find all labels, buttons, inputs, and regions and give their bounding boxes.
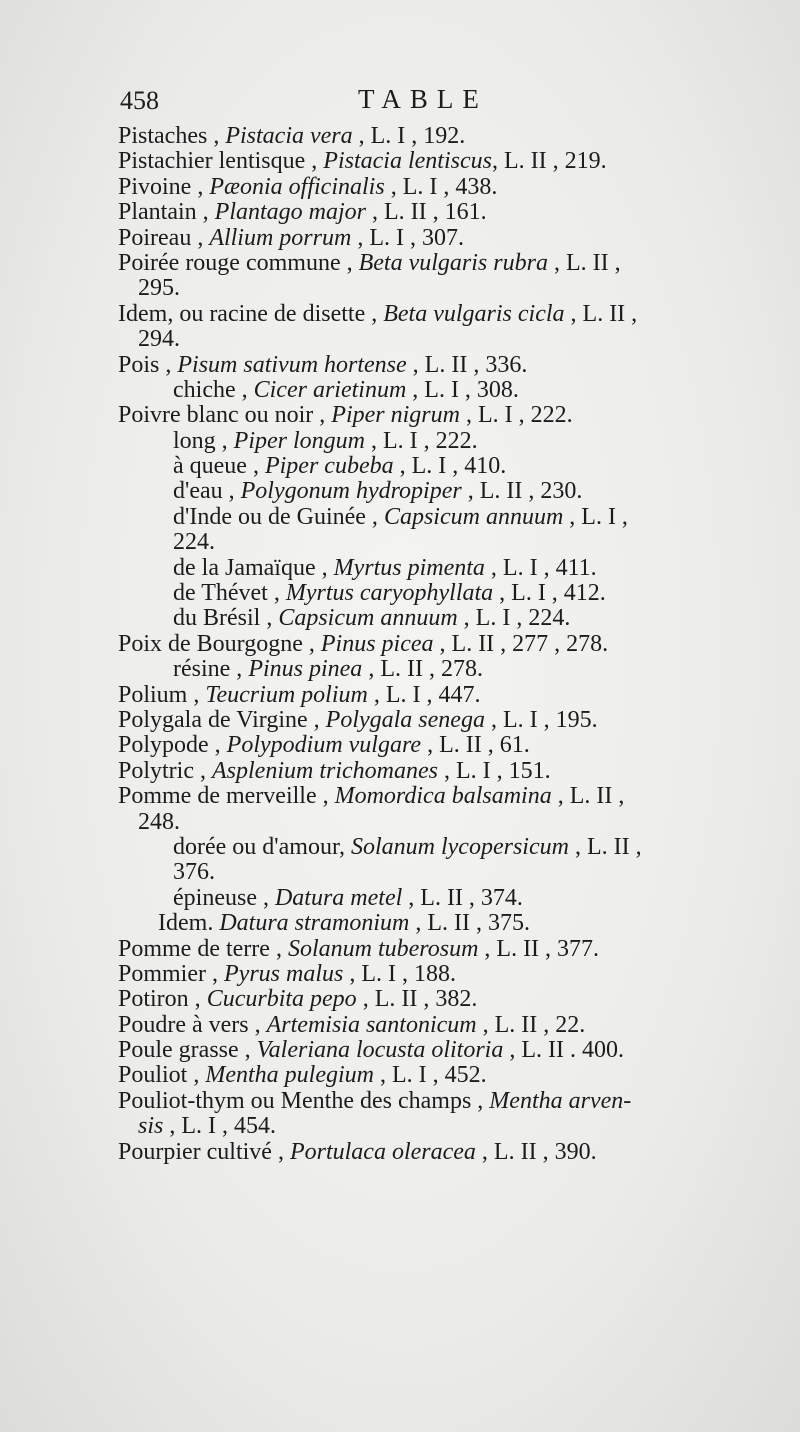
index-subentry: d'Inde ou de Guinée , Capsicum annuum , L. I , [173,503,628,530]
latin-name: Portulaca oleracea [289,1138,476,1165]
latin-name: Capsicum annuum [383,503,564,530]
latin-name: Pinus pinea [248,656,363,683]
latin-name: Mentha pulegium [205,1062,374,1089]
index-entry: Pistaches , Pistacia vera , L. I , 192. [118,123,466,149]
latin-name: Artemisia santonicum [266,1011,477,1038]
index-entry: Pomme de terre , Solanum tuberosum , L. II , 377. [118,935,600,962]
page-title: TABLE [358,84,488,114]
index-entry-continuation: 224. [173,529,215,556]
index-entry: Pouliot , Mentha pulegium , L. I , 452. [118,1062,487,1089]
index-entry: Polypode , Polypodium vulgare , L. II , 61. [118,732,530,759]
index-subentry: chiche , Cicer arietinum , L. I , 308. [173,376,519,403]
latin-name: Plantago major [214,199,366,226]
latin-name: Polygonum hydropiper [240,478,462,505]
index-entry: Poule grasse , Valeriana locusta olitoria , L. II . 400. [118,1037,624,1064]
latin-name: Pinus picea [320,630,434,657]
latin-name: Pisum sativum hortense [177,351,407,378]
index-entry: Plantain , Plantago major , L. II , 161. [118,199,487,226]
latin-name: Datura stramonium [219,910,410,937]
latin-name: Mentha arven- [489,1087,632,1114]
index-entry: Pivoine , Pæonia officinalis , L. I , 438. [118,173,498,200]
latin-name: Piper cubeba [264,453,394,480]
index-entry: Poirée rouge commune , Beta vulgaris rubra , L. II , [118,249,621,276]
index-entry: Pourpier cultivé , Portulaca oleracea , L. II , 390. [118,1138,597,1165]
latin-name: Valeriana locusta olitoria [256,1037,504,1064]
latin-name: Momordica balsamina [334,783,552,810]
latin-name: Polygala senega [325,706,485,733]
latin-name: sis [138,1113,164,1140]
index-entry-continuation: 295. [138,275,180,302]
latin-name: Solanum tuberosum [287,935,479,962]
index-subentry: long , Piper longum , L. I , 222. [173,427,478,454]
latin-name: Solanum lycopersicum [350,833,569,860]
latin-name: Teucrium polium [205,681,368,708]
index-subentry: de Thévet , Myrtus caryophyllata , L. I , 412. [173,580,606,607]
index-entry-continuation: sis , L. I , 454. [138,1113,277,1140]
latin-name: Cucurbita pepo [206,986,357,1013]
page-number: 458 [120,86,159,115]
index-entry: Polium , Teucrium polium , L. I , 447. [118,681,481,708]
latin-name: Datura metel [274,884,403,911]
index-subentry: de la Jamaïque , Myrtus pimenta , L. I , 411. [173,554,597,581]
latin-name: Beta vulgaris cicla [383,300,565,327]
index-entry: Poudre à vers , Artemisia santonicum , L. II , 22. [118,1011,586,1038]
latin-name: Allium porrum [209,224,352,251]
latin-name: Piper longum [233,427,365,454]
index-subentry: du Brésil , Capsicum annuum , L. I , 224. [173,605,571,632]
index-subentry: épineuse , Datura metel , L. II , 374. [173,884,523,911]
index-entry-continuation: 294. [138,326,180,353]
index-entry: Poix de Bourgogne , Pinus picea , L. II , 277 , 278. [118,630,609,657]
latin-name: Pistacia lentiscus [323,148,492,175]
latin-name: Pyrus malus [224,960,344,987]
index-subentry: d'eau , Polygonum hydropiper , L. II , 230. [173,478,583,505]
index-subentry: dorée ou d'amour, Solanum lycopersicum , L. II , [173,833,642,860]
page-header [120,84,680,120]
index-entry: Pommier , Pyrus malus , L. I , 188. [118,960,456,987]
latin-name: Asplenium trichomanes [212,757,438,784]
index-entries [118,124,718,1165]
index-subentry: résine , Pinus pinea , L. II , 278. [173,656,483,683]
index-subentry: Idem. Datura stramonium , L. II , 375. [158,910,530,937]
index-entry-continuation: 248. [138,808,180,835]
index-entry: Pomme de merveille , Momordica balsamina , L. II , [118,783,625,810]
index-entry: Poireau , Allium porrum , L. I , 307. [118,224,464,251]
index-entry: Pouliot-thym ou Menthe des champs , Mentha arven- [118,1087,632,1114]
latin-name: Pistacia vera [225,123,353,149]
index-entry: Poivre blanc ou noir , Piper nigrum , L. I , 222. [118,402,573,429]
index-entry-continuation: 376. [173,859,215,886]
index-subentry: à queue , Piper cubeba , L. I , 410. [173,453,507,480]
index-entry: Potiron , Cucurbita pepo , L. II , 382. [118,986,478,1013]
latin-name: Myrtus pimenta [333,554,485,581]
index-entry: Polytric , Asplenium trichomanes , L. I , 151. [118,757,551,784]
latin-name: Cicer arietinum [253,376,407,403]
index-entry: Pistachier lentisque , Pistacia lentiscus, L. II , 219. [118,148,607,175]
latin-name: Myrtus caryophyllata [285,580,494,607]
latin-name: Polypodium vulgare [226,732,422,759]
index-entry: Pois , Pisum sativum hortense , L. II , 336. [118,351,528,378]
index-entry: Idem, ou racine de disette , Beta vulgaris cicla , L. II , [118,300,638,327]
latin-name: Capsicum annuum [278,605,458,632]
latin-name: Piper nigrum [331,402,460,429]
index-entry: Polygala de Virgine , Polygala senega , L. I , 195. [118,706,598,733]
latin-name: Pæonia officinalis [209,173,385,200]
latin-name: Beta vulgaris rubra [358,249,548,276]
